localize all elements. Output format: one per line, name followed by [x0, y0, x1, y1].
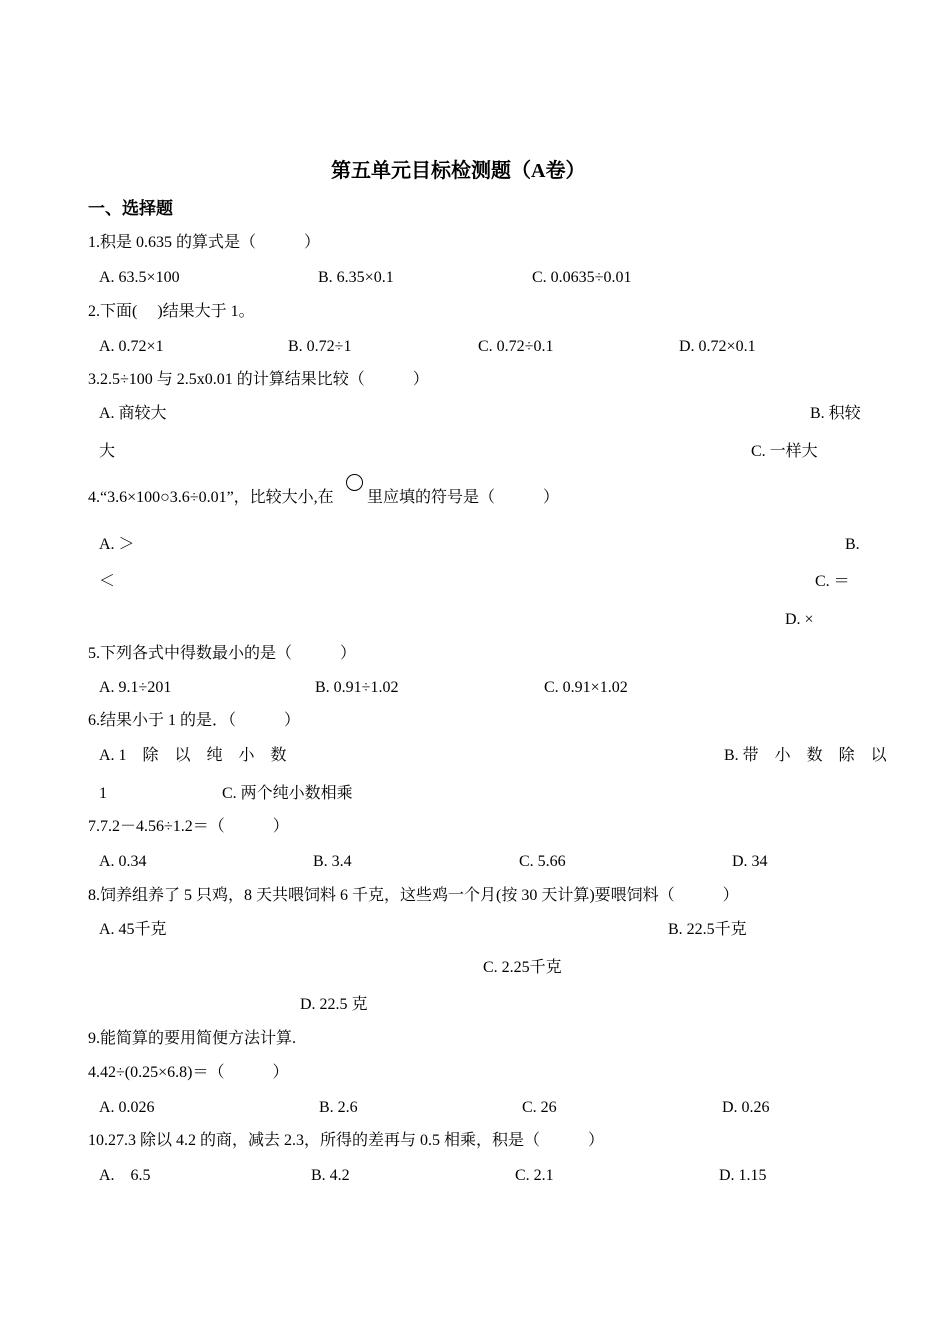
question-5-option-b: B. 0.91÷1.02	[315, 679, 399, 696]
question-2-stem: 2.下面( )结果大于 1。	[88, 303, 255, 320]
question-6-stem: 6.结果小于 1 的是．（ ）	[88, 712, 301, 729]
question-10-option-c: C. 2.1	[515, 1167, 554, 1184]
question-8-stem: 8.饲养组养了 5 只鸡，8 天共喂饲料 6 千克，这些鸡一个月(按 30 天计算)要喂饲料（ ）	[88, 887, 739, 904]
question-8-option-c: C. 2.25千克	[483, 959, 562, 976]
question-4-option-d: D. ×	[785, 611, 814, 628]
question-2-option-b: B. 0.72÷1	[288, 338, 352, 355]
question-7-option-d: D. 34	[732, 853, 768, 870]
question-2-option-a: A. 0.72×1	[99, 338, 164, 355]
question-10-option-b: B. 4.2	[311, 1167, 350, 1184]
question-7-option-c: C. 5.66	[519, 853, 566, 870]
question-1-option-c: C. 0.0635÷0.01	[532, 269, 632, 286]
question-6-option-b-cont: 1	[99, 785, 107, 802]
question-1-option-b: B. 6.35×0.1	[318, 269, 394, 286]
question-10-option-a: A. 6.5	[99, 1167, 151, 1184]
question-3-option-c: C. 一样大	[751, 443, 818, 460]
section-heading: 一、选择题	[88, 199, 173, 218]
question-9-stem: 9.能简算的要用简便方法计算.	[88, 1030, 297, 1047]
question-8-option-a: A. 45千克	[99, 921, 167, 938]
question-3-option-b: B. 积较	[810, 405, 861, 422]
question-9-option-a: A. 0.026	[99, 1099, 155, 1116]
question-3-stem: 3.2.5÷100 与 2.5x0.01 的计算结果比较（ ）	[88, 371, 429, 388]
question-4-option-c: C. ＝	[815, 573, 850, 590]
question-7-stem: 7.7.2－4.56÷1.2＝（ ）	[88, 818, 289, 835]
question-4-stem-cont: 里应填的符号是（ ）	[367, 489, 560, 506]
question-10-stem: 10.27.3 除以 4.2 的商，减去 2.3，所得的差再与 0.5 相乘，积是（ ）	[88, 1132, 605, 1149]
question-9-expression: 4.42÷(0.25×6.8)＝（ ）	[88, 1064, 289, 1081]
question-4-stem: 4.“3.6×100○3.6÷0.01”，比较大小,在	[88, 489, 334, 506]
question-5-option-a: A. 9.1÷201	[99, 679, 172, 696]
page-title: 第五单元目标检测题（A卷）	[331, 160, 586, 182]
question-2-option-d: D. 0.72×0.1	[679, 338, 756, 355]
question-10-option-d: D. 1.15	[719, 1167, 767, 1184]
question-7-option-a: A. 0.34	[99, 853, 147, 870]
question-9-option-b: B. 2.6	[319, 1099, 358, 1116]
circle-blank-icon	[346, 474, 363, 491]
question-1-stem: 1.积是 0.635 的算式是（ ）	[88, 234, 321, 251]
question-6-option-a: A. 1 除 以 纯 小 数	[99, 747, 287, 764]
question-2-option-c: C. 0.72÷0.1	[478, 338, 554, 355]
question-6-option-c: C. 两个纯小数相乘	[222, 785, 353, 802]
question-4-option-b: B.	[845, 536, 860, 553]
question-9-option-c: C. 26	[522, 1099, 557, 1116]
question-3-option-b-cont: 大	[99, 443, 116, 460]
question-4-option-b-cont: ＜	[99, 573, 116, 590]
question-7-option-b: B. 3.4	[313, 853, 352, 870]
question-4-option-a: A. ＞	[99, 536, 135, 553]
question-1-option-a: A. 63.5×100	[99, 269, 180, 286]
question-9-option-d: D. 0.26	[722, 1099, 770, 1116]
question-5-stem: 5.下列各式中得数最小的是（ ）	[88, 645, 357, 662]
question-3-option-a: A. 商较大	[99, 405, 167, 422]
question-5-option-c: C. 0.91×1.02	[544, 679, 628, 696]
question-8-option-b: B. 22.5千克	[668, 921, 747, 938]
question-8-option-d: D. 22.5 克	[300, 996, 368, 1013]
question-6-option-b: B. 带 小 数 除 以	[724, 747, 887, 764]
